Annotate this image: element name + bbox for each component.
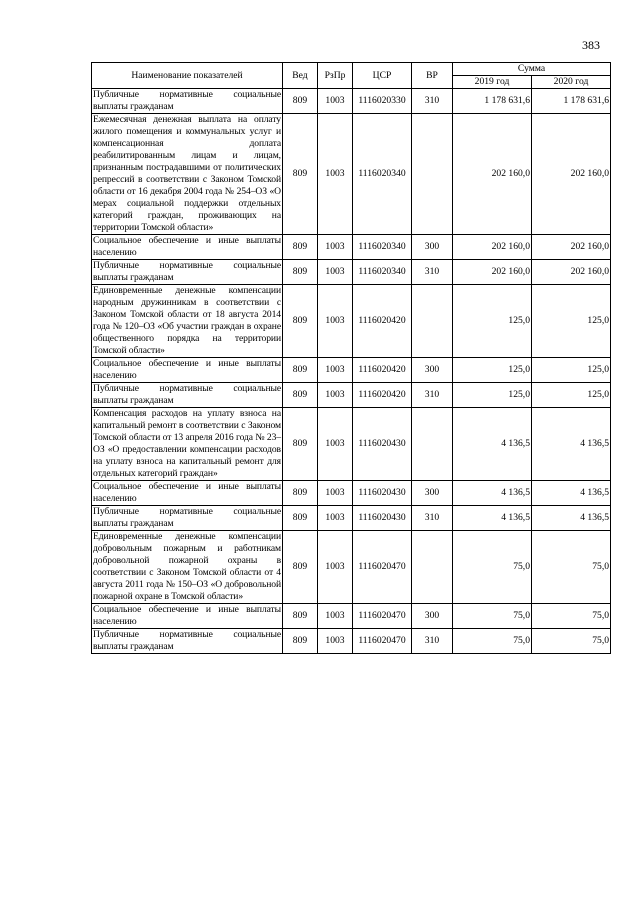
row-sum-2020: 202 160,0 xyxy=(532,260,611,285)
row-vr: 300 xyxy=(412,604,453,629)
row-ved: 809 xyxy=(283,89,318,114)
row-vr: 310 xyxy=(412,89,453,114)
row-sum-2020: 4 136,5 xyxy=(532,408,611,481)
row-ved: 809 xyxy=(283,383,318,408)
row-ved: 809 xyxy=(283,114,318,235)
row-name: Публичные нормативные социальные выплаты гражданам xyxy=(93,506,281,529)
row-vr: 310 xyxy=(412,383,453,408)
table-row xyxy=(92,481,611,506)
row-rzpr: 1003 xyxy=(318,285,353,358)
row-csr: 1116020430 xyxy=(353,506,412,531)
row-ved: 809 xyxy=(283,408,318,481)
row-sum-2020: 202 160,0 xyxy=(532,114,611,235)
row-sum-2020: 202 160,0 xyxy=(532,235,611,260)
table-row xyxy=(92,629,611,654)
row-ved: 809 xyxy=(283,629,318,654)
row-csr: 1116020470 xyxy=(353,629,412,654)
row-sum-2019: 202 160,0 xyxy=(453,114,532,235)
row-sum-2019: 4 136,5 xyxy=(453,408,532,481)
row-rzpr: 1003 xyxy=(318,408,353,481)
row-rzpr: 1003 xyxy=(318,89,353,114)
table-row xyxy=(92,506,611,531)
row-csr: 1116020420 xyxy=(353,285,412,358)
row-sum-2019: 4 136,5 xyxy=(453,481,532,506)
row-ved: 809 xyxy=(283,481,318,506)
header-vr: ВР xyxy=(412,63,453,89)
budget-table xyxy=(91,62,611,654)
row-sum-2020: 125,0 xyxy=(532,358,611,383)
row-vr: 300 xyxy=(412,235,453,260)
row-name: Публичные нормативные социальные выплаты гражданам xyxy=(93,260,281,283)
row-csr: 1116020340 xyxy=(353,114,412,235)
table-row xyxy=(92,531,611,604)
row-sum-2019: 75,0 xyxy=(453,629,532,654)
row-csr: 1116020340 xyxy=(353,260,412,285)
row-csr: 1116020420 xyxy=(353,358,412,383)
row-rzpr: 1003 xyxy=(318,506,353,531)
row-vr xyxy=(412,408,453,481)
table-row xyxy=(92,260,611,285)
row-name: Единовременные денежные компенсации добровольным пожарным и работникам добровольной пожарной охраны в соответствии с Законом Томской области от 4 августа 2011 года № 150–ОЗ «О добровольной пожарной охране в Томской области» xyxy=(93,531,281,602)
row-rzpr: 1003 xyxy=(318,629,353,654)
row-sum-2019: 202 160,0 xyxy=(453,260,532,285)
row-name: Социальное обеспечение и иные выплаты населению xyxy=(93,358,281,381)
row-rzpr: 1003 xyxy=(318,481,353,506)
row-rzpr: 1003 xyxy=(318,383,353,408)
row-sum-2019: 125,0 xyxy=(453,358,532,383)
row-name: Ежемесячная денежная выплата на оплату жилого помещения и коммунальных услуг и компенсационная доплата реабилитированным лицам и лицам, признанным пострадавшими от политических репрессий в соответствии с Законом Томской области от 16 декабря 2004 года № 254–ОЗ «О мерах социальной поддержки отдельных категорий граждан, проживающих на территории Томской области» xyxy=(93,114,281,233)
row-rzpr: 1003 xyxy=(318,531,353,604)
row-name: Публичные нормативные социальные выплаты гражданам xyxy=(93,629,281,652)
row-sum-2019: 75,0 xyxy=(453,531,532,604)
row-sum-2020: 125,0 xyxy=(532,285,611,358)
page-number: 383 xyxy=(582,38,600,52)
row-sum-2020: 75,0 xyxy=(532,629,611,654)
table-row xyxy=(92,285,611,358)
row-rzpr: 1003 xyxy=(318,260,353,285)
row-csr: 1116020430 xyxy=(353,481,412,506)
row-rzpr: 1003 xyxy=(318,114,353,235)
table-row xyxy=(92,114,611,235)
header-year-2020: 2020 год xyxy=(532,76,611,89)
row-sum-2020: 4 136,5 xyxy=(532,481,611,506)
row-ved: 809 xyxy=(283,531,318,604)
row-ved: 809 xyxy=(283,235,318,260)
row-sum-2019: 202 160,0 xyxy=(453,235,532,260)
row-csr: 1116020470 xyxy=(353,604,412,629)
row-vr: 300 xyxy=(412,481,453,506)
row-name: Социальное обеспечение и иные выплаты населению xyxy=(93,604,281,627)
row-vr: 310 xyxy=(412,629,453,654)
row-sum-2019: 125,0 xyxy=(453,383,532,408)
row-sum-2019: 125,0 xyxy=(453,285,532,358)
table-row xyxy=(92,408,611,481)
header-ved: Вед xyxy=(283,63,318,89)
row-ved: 809 xyxy=(283,285,318,358)
row-sum-2020: 75,0 xyxy=(532,531,611,604)
table-row xyxy=(92,604,611,629)
table-row xyxy=(92,235,611,260)
header-name: Наименование показателей xyxy=(92,63,283,89)
header-csr: ЦСР xyxy=(353,63,412,89)
row-rzpr: 1003 xyxy=(318,235,353,260)
row-sum-2020: 4 136,5 xyxy=(532,506,611,531)
row-vr xyxy=(412,285,453,358)
row-rzpr: 1003 xyxy=(318,604,353,629)
row-rzpr: 1003 xyxy=(318,358,353,383)
row-sum-2019: 75,0 xyxy=(453,604,532,629)
row-sum-2020: 1 178 631,6 xyxy=(532,89,611,114)
row-vr xyxy=(412,114,453,235)
row-ved: 809 xyxy=(283,358,318,383)
row-name: Социальное обеспечение и иные выплаты населению xyxy=(93,481,281,504)
row-csr: 1116020420 xyxy=(353,383,412,408)
row-vr: 300 xyxy=(412,358,453,383)
row-name: Публичные нормативные социальные выплаты гражданам xyxy=(93,383,281,406)
table-row xyxy=(92,358,611,383)
row-csr: 1116020330 xyxy=(353,89,412,114)
table-row xyxy=(92,89,611,114)
table-row xyxy=(92,383,611,408)
row-vr: 310 xyxy=(412,506,453,531)
row-csr: 1116020340 xyxy=(353,235,412,260)
row-ved: 809 xyxy=(283,604,318,629)
row-ved: 809 xyxy=(283,260,318,285)
row-name: Единовременные денежные компенсации народным дружинникам в соответствии с Законом Томской области от 18 августа 2014 года № 120–ОЗ «Об участии граждан в охране общественного порядка на территории Томской области» xyxy=(93,285,281,356)
row-sum-2019: 4 136,5 xyxy=(453,506,532,531)
header-year-2019: 2019 год xyxy=(453,76,532,89)
header-rzpr: РзПр xyxy=(318,63,353,89)
row-sum-2020: 125,0 xyxy=(532,383,611,408)
row-csr: 1116020470 xyxy=(353,531,412,604)
row-vr: 310 xyxy=(412,260,453,285)
row-csr: 1116020430 xyxy=(353,408,412,481)
row-ved: 809 xyxy=(283,506,318,531)
row-name: Социальное обеспечение и иные выплаты населению xyxy=(93,235,281,258)
row-vr xyxy=(412,531,453,604)
row-name: Публичные нормативные социальные выплаты гражданам xyxy=(93,89,281,112)
row-sum-2019: 1 178 631,6 xyxy=(453,89,532,114)
header-sum: Сумма xyxy=(453,63,611,76)
row-sum-2020: 75,0 xyxy=(532,604,611,629)
row-name: Компенсация расходов на уплату взноса на капитальный ремонт в соответствии с Законом Томской области от 13 апреля 2016 года № 23–ОЗ «О предоставлении компенсации расходов на уплату взноса на капитальный ремонт для отдельных категорий граждан» xyxy=(93,408,281,479)
